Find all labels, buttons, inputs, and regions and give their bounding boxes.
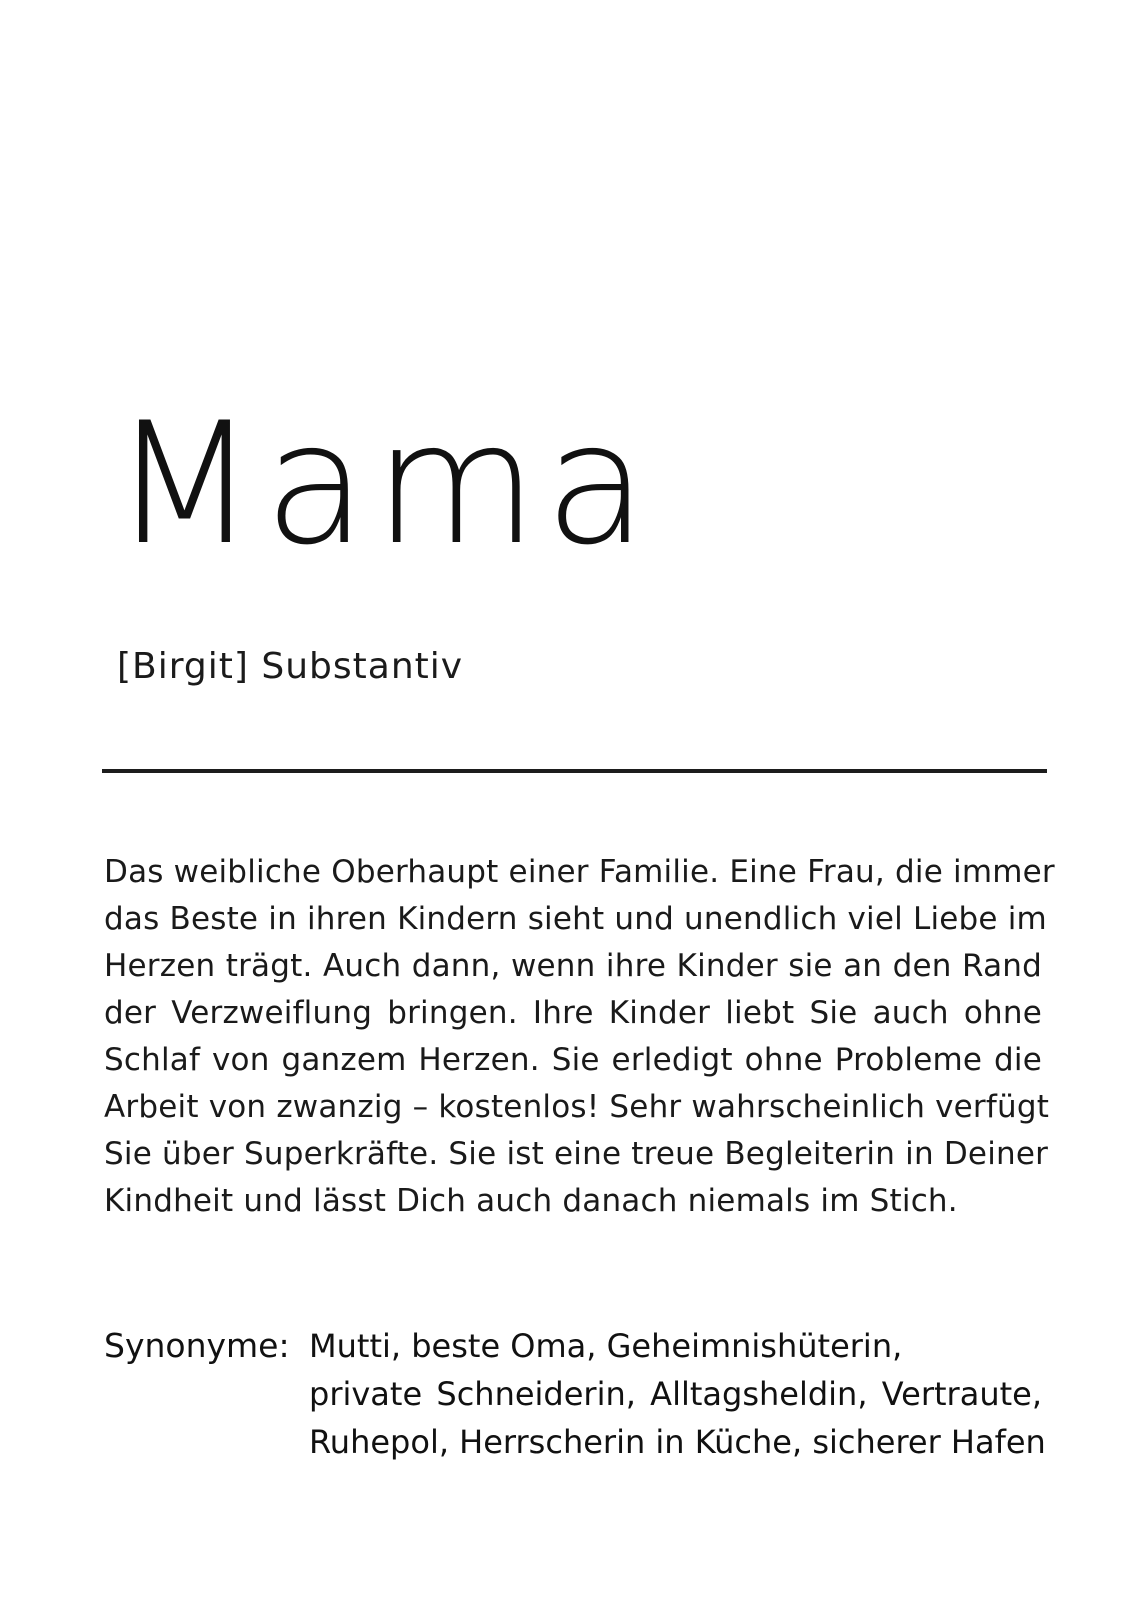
definition-line: der Verzweiflung bringen. Ihre Kinder liebt Sie auch ohne [104,995,1042,1031]
definition-line: das Beste in ihren Kindern sieht und unendlich viel Liebe im [104,901,1047,937]
synonym-line: private Schneiderin, Alltagsheldin, Vertraute, [309,1375,1042,1413]
headword: Mama [112,386,655,582]
word-class-subtitle: [Birgit] Substantiv [117,646,464,687]
definition-line: Das weibliche Oberhaupt einer Familie. Eine Frau, die immer [104,854,1055,890]
definition-line: Kindheit und lässt Dich auch danach niemals im Stich. [104,1183,958,1219]
synonym-line: Ruhepol, Herrscherin in Küche, sicherer Hafen [309,1423,1046,1461]
horizontal-divider [102,769,1047,773]
definition-line: Sie über Superkräfte. Sie ist eine treue Begleiterin in Deiner [104,1136,1049,1172]
definition-line: Arbeit von zwanzig – kostenlos! Sehr wahrscheinlich verfügt [104,1089,1050,1125]
synonym-line: Mutti, beste Oma, Geheimnishüterin, [309,1327,903,1365]
synonyms-list [309,1322,1046,1466]
definition-line: Herzen trägt. Auch dann, wenn ihre Kinder sie an den Rand [104,948,1042,984]
synonyms-label: Synonyme: [104,1326,290,1365]
definition-line: Schlaf von ganzem Herzen. Sie erledigt ohne Probleme die [104,1042,1042,1078]
definition-text [104,849,1055,1225]
